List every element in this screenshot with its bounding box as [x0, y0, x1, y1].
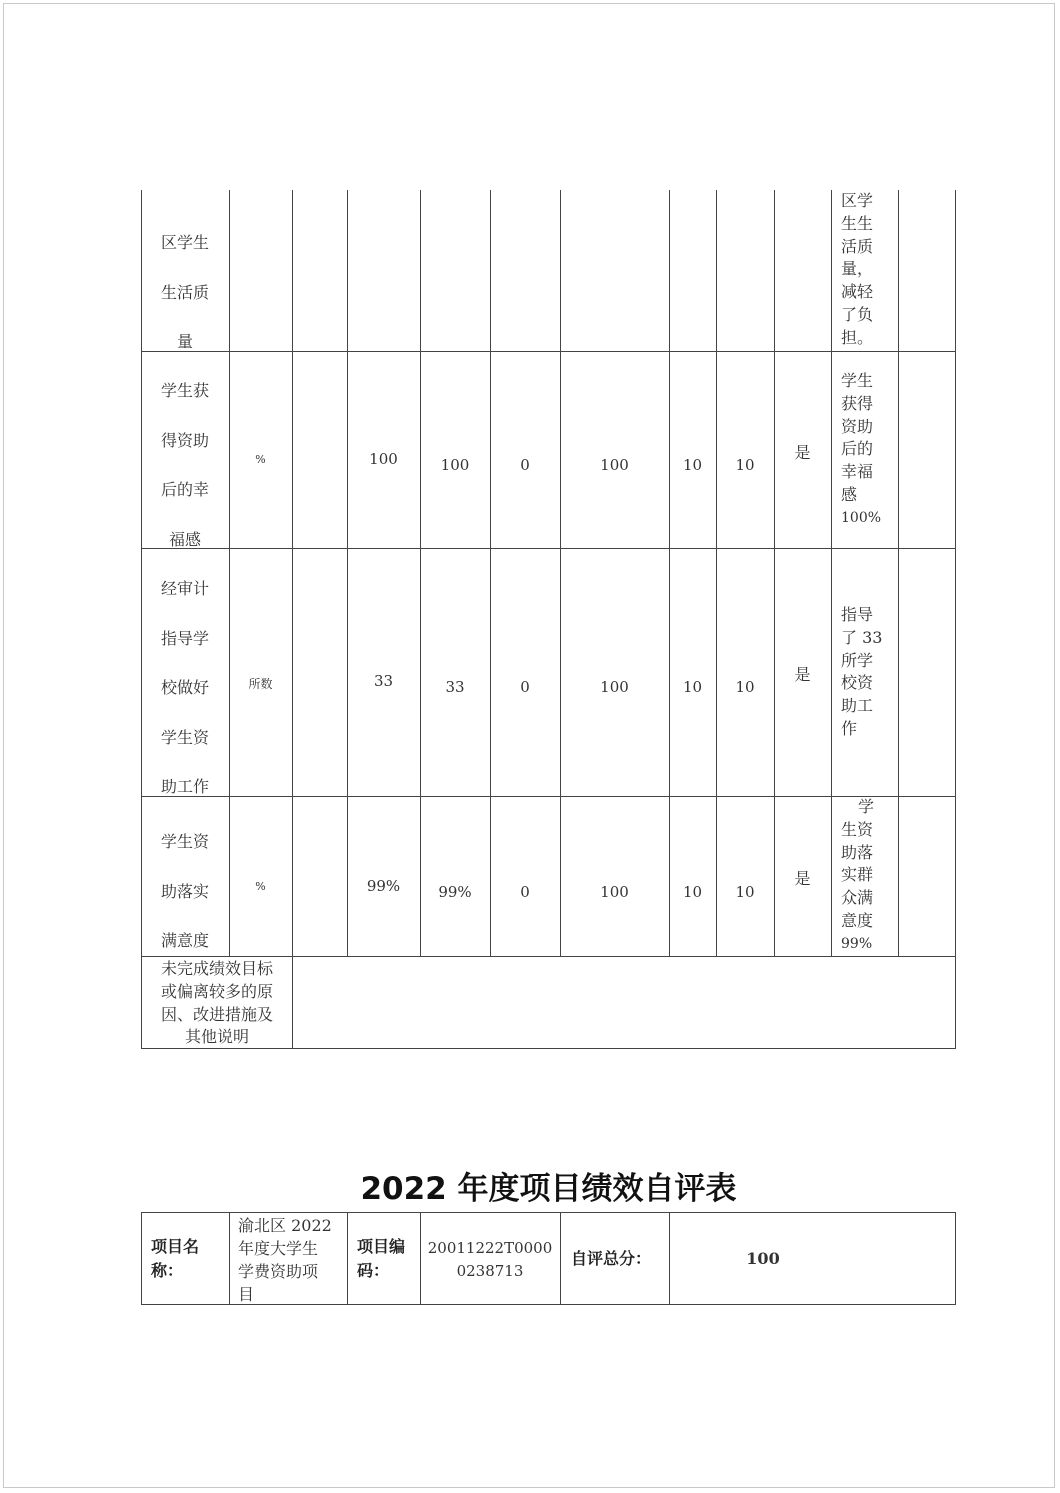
indicator-line: 学生资: [160, 727, 209, 747]
note-line: 众满: [841, 888, 874, 908]
weight-cell: 10: [682, 678, 703, 696]
project-name-value: [238, 1214, 332, 1306]
note-cell: [832, 370, 898, 530]
weight-cell: 10: [682, 883, 703, 901]
project-name-line: 渝北区 2022: [238, 1216, 332, 1235]
note-line: 指导: [841, 605, 874, 624]
remark-label-line: 其他说明: [184, 1027, 249, 1047]
remark-label-line: 因、改进措施及: [160, 1004, 273, 1024]
remark-label-line: 或偏离较多的原: [160, 981, 273, 1001]
deviation-cell: 0: [520, 883, 530, 901]
total-score-label: 自评总分：: [571, 1249, 652, 1268]
indicator-line: 学生获: [160, 381, 209, 400]
note-line: 助工: [841, 696, 874, 716]
project-code-label-line: 码：: [357, 1261, 390, 1280]
score-cell: 10: [735, 883, 755, 901]
deviation-cell: 0: [520, 456, 530, 474]
note-line: 后的: [841, 439, 874, 459]
actual-value-cell: 100: [440, 456, 470, 474]
note-line: 校资: [841, 673, 874, 693]
indicator-line: 区学生: [160, 233, 209, 252]
indicator-cell: [141, 564, 229, 812]
note-line: 减轻: [841, 282, 874, 302]
score-cell: 10: [735, 456, 755, 474]
note-line: 100%: [841, 509, 882, 526]
unit-cell: %: [255, 880, 266, 893]
remark-label-line: 未完成绩效目标: [160, 959, 273, 978]
note-line: 活质: [841, 236, 874, 256]
note-line: 所学: [841, 650, 874, 670]
project-name-label-line: 项目名: [151, 1237, 200, 1256]
project-name-label: [151, 1235, 199, 1283]
indicator-line: 满意度: [160, 931, 209, 950]
form-title: 2022 年度项目绩效自评表: [360, 1171, 737, 1207]
score-ratio-cell: 100: [600, 883, 629, 901]
project-code-line: 0238713: [456, 1262, 524, 1280]
note-line: 学: [858, 797, 875, 816]
project-code-label: [357, 1235, 405, 1283]
note-line: 量，: [841, 259, 874, 279]
annual-target-cell: 99%: [366, 877, 401, 895]
note-line: 幸福: [841, 462, 874, 482]
indicator-line: 后的幸: [160, 480, 209, 499]
project-name-line: 年度大学生: [238, 1239, 319, 1258]
project-code-label-line: 项目编: [357, 1237, 406, 1256]
indicator-line: 经审计: [160, 579, 209, 598]
project-name-line: 目: [238, 1285, 255, 1304]
indicator-line: 指导学: [160, 628, 209, 648]
unit-cell: 所数: [248, 677, 273, 691]
deviation-cell: 0: [520, 678, 530, 696]
indicator-line: 校做好: [160, 678, 209, 697]
total-score-value: 100: [746, 1249, 780, 1268]
note-cell: [832, 604, 898, 741]
note-line: 99%: [841, 935, 873, 952]
note-line: 助落: [841, 842, 874, 862]
indicator-line: 量: [176, 332, 193, 351]
score-cell: 10: [735, 678, 755, 696]
indicator-line: 助工作: [160, 777, 209, 796]
indicator-line: 福感: [168, 529, 201, 549]
note-line: 作: [841, 718, 858, 738]
note-line: 感: [841, 484, 858, 504]
remark-label: [142, 958, 292, 1049]
achieved-cell: 是: [794, 443, 811, 462]
annual-target-cell: 100: [369, 450, 398, 468]
note-line: 意度: [841, 910, 874, 930]
note-line: 实群: [841, 865, 874, 885]
note-cell: [832, 796, 898, 956]
note-line: 区学: [841, 191, 874, 210]
note-line: 生资: [841, 819, 874, 839]
note-line: 了 33: [841, 627, 883, 647]
note-line: 了负: [841, 304, 874, 324]
weight-cell: 10: [682, 456, 703, 474]
indicator-line: 助落实: [160, 881, 209, 901]
project-code-value: [420, 1237, 560, 1283]
indicator-line: 得资助: [160, 430, 209, 450]
annual-target-cell: 33: [373, 672, 394, 690]
project-name-line: 学费资助项: [238, 1262, 319, 1281]
indicator-line: 生活质: [160, 282, 209, 302]
remark-content: [293, 957, 955, 1048]
score-ratio-cell: 100: [600, 456, 629, 474]
score-ratio-cell: 100: [600, 678, 629, 696]
note-line: 担。: [841, 327, 874, 347]
indicator-line: 学生资: [160, 832, 209, 851]
actual-value-cell: 99%: [438, 883, 472, 901]
indicator-cell: [141, 817, 229, 966]
achieved-cell: 是: [794, 665, 811, 684]
note-cell: [832, 190, 898, 350]
achieved-cell: 是: [794, 869, 811, 888]
indicator-cell: [141, 366, 229, 564]
indicator-cell: [141, 218, 229, 367]
note-line: 获得: [841, 393, 874, 413]
note-line: 学生: [841, 371, 874, 390]
actual-value-cell: 33: [445, 678, 465, 696]
project-name-label-line: 称：: [151, 1261, 184, 1280]
project-code-line: 20011222T0000: [427, 1239, 553, 1257]
note-line: 生生: [841, 213, 874, 233]
note-line: 资助: [841, 416, 874, 436]
unit-cell: %: [255, 453, 266, 466]
